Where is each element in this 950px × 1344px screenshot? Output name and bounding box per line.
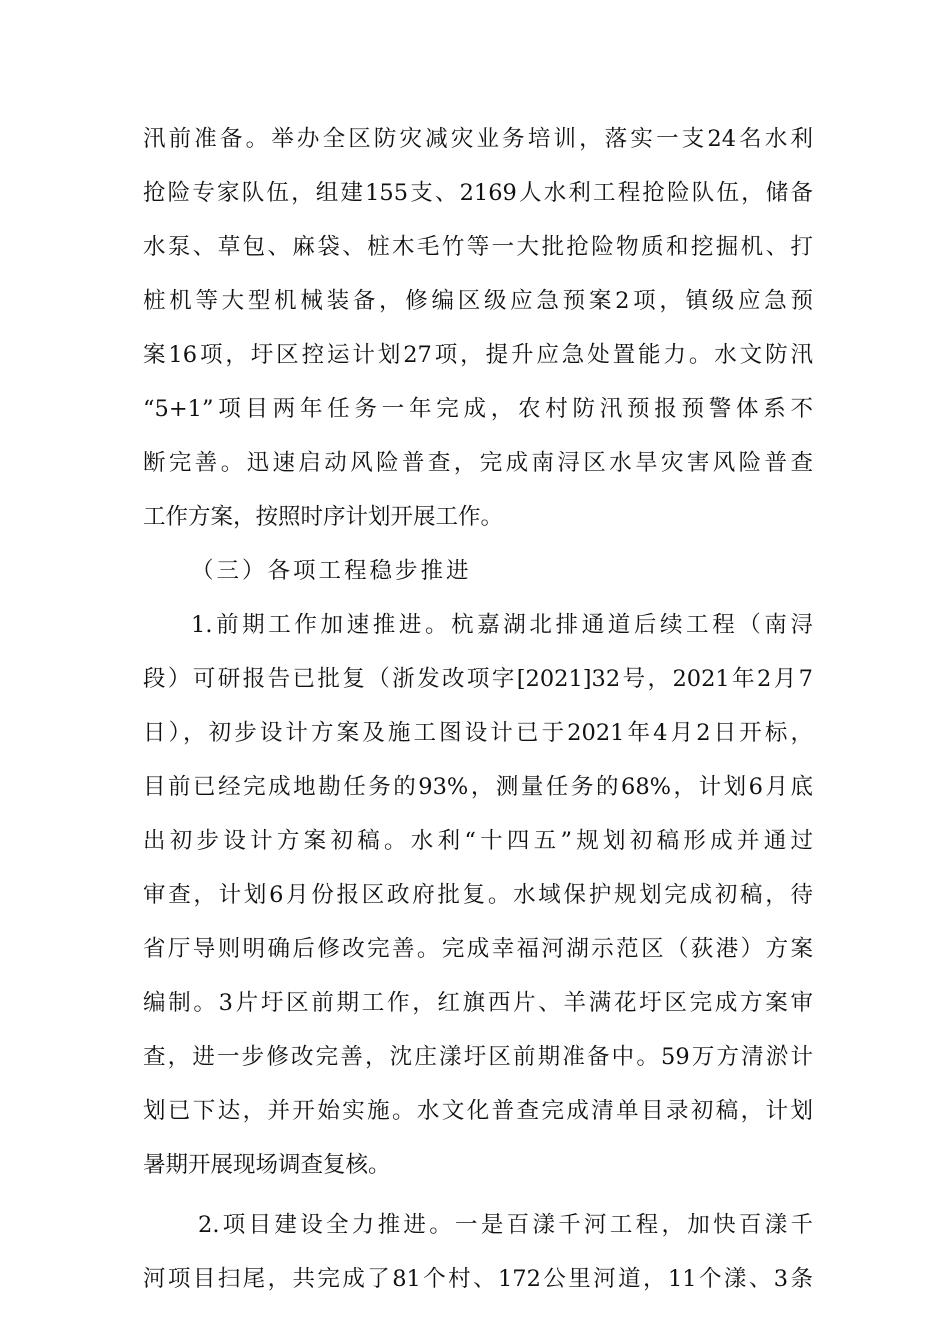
- paragraph-2-line-10: 划已下达，并开始实施。水文化普查完成清单目录初稿，计划: [143, 1098, 813, 1124]
- paragraph-1-line-3: 水泵、草包、麻袋、桩木毛竹等一大批抢险物质和挖掘机、打: [143, 234, 813, 260]
- paragraph-3-line-2: 河项目扫尾，共完成了81个村、172公里河道，11个漾、3条: [143, 1266, 813, 1292]
- paragraph-2-line-3: 日），初步设计方案及施工图设计已于2021年4月2日开标，: [143, 720, 813, 746]
- paragraph-1-line-2: 抢险专家队伍，组建155支、2169人水利工程抢险队伍，储备: [143, 180, 813, 206]
- paragraph-1-line-1: 汛前准备。举办全区防灾减灾业务培训，落实一支24名水利: [143, 126, 813, 152]
- section-heading: （三）各项工程稳步推进: [191, 558, 472, 584]
- paragraph-1-line-6: “5+1”项目两年任务一年完成，农村防汛预报预警体系不: [143, 396, 813, 422]
- paragraph-2-line-2: 段）可研报告已批复（浙发改项字[2021]32号，2021年2月7: [143, 666, 813, 692]
- paragraph-2-line-5: 出初步设计方案初稿。水利“十四五”规划初稿形成并通过: [143, 828, 813, 854]
- paragraph-3-line-1: 2.项目建设全力推进。一是百漾千河工程，加快百漾千: [198, 1212, 813, 1238]
- paragraph-2-line-9: 查，进一步修改完善，沈庄漾圩区前期准备中。59万方清淤计: [143, 1044, 813, 1070]
- paragraph-1-line-4: 桩机等大型机械装备，修编区级应急预案2项，镇级应急预: [143, 288, 813, 314]
- paragraph-2-line-8: 编制。3片圩区前期工作，红旗西片、羊满花圩区完成方案审: [143, 990, 813, 1016]
- paragraph-2-line-1: 1.前期工作加速推进。杭嘉湖北排通道后续工程（南浔: [191, 612, 813, 638]
- paragraph-1-line-5: 案16项，圩区控运计划27项，提升应急处置能力。水文防汛: [143, 342, 813, 368]
- paragraph-1-line-8: 工作方案，按照时序计划开展工作。: [143, 504, 504, 530]
- paragraph-1-line-7: 断完善。迅速启动风险普查，完成南浔区水旱灾害风险普查: [143, 450, 813, 476]
- paragraph-2-line-4: 目前已经完成地勘任务的93%，测量任务的68%，计划6月底: [143, 774, 813, 800]
- paragraph-2-line-6: 审查，计划6月份报区政府批复。水域保护规划完成初稿，待: [143, 882, 813, 908]
- paragraph-2-line-7: 省厅导则明确后修改完善。完成幸福河湖示范区（荻港）方案: [143, 936, 813, 962]
- paragraph-2-line-11: 暑期开展现场调查复核。: [143, 1152, 391, 1178]
